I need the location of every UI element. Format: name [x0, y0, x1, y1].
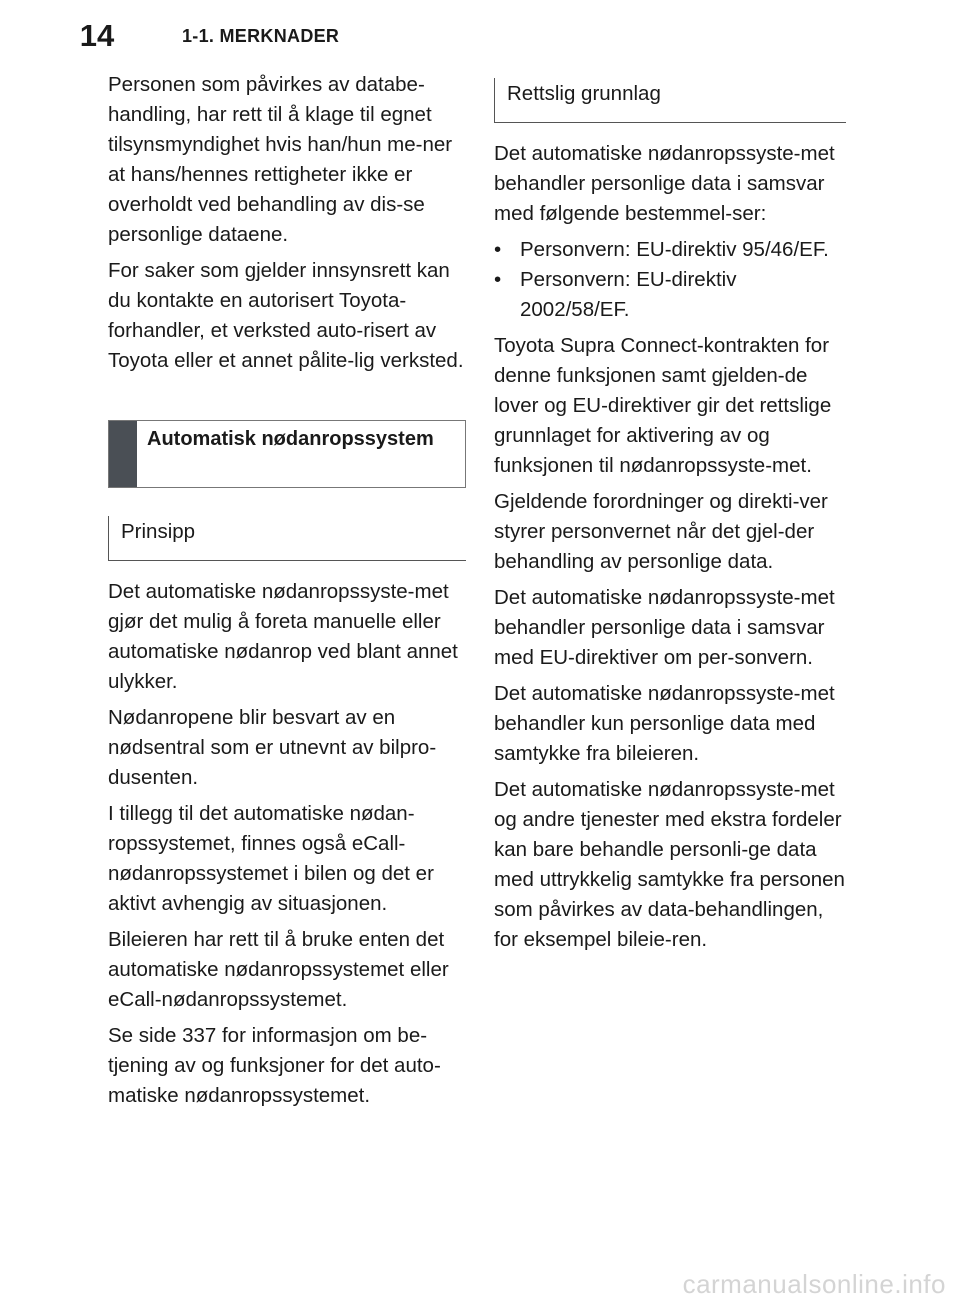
page-number: 14	[79, 18, 115, 53]
paragraph: Det automatiske nødanropssyste-met og andre tjenester med ekstra fordeler kan bare behandle personli-ge data med uttrykkelig samtykke fra personen som påvirkes av data-behandlingen, for eksempel bileie-ren.	[494, 778, 845, 951]
section-heading-box	[108, 420, 466, 488]
watermark: carmanualsonline.info	[682, 1269, 946, 1299]
section-bar	[109, 421, 137, 487]
list-item: • Personvern: EU-direktiv 2002/58/EF.	[494, 265, 846, 325]
paragraph: Det automatiske nødanropssyste-met behandler personlige data i samsvar med EU-direktiver om per-sonvern.	[494, 586, 835, 669]
paragraph: Se side 337 for informasjon om be-tjening av og funksjoner for det auto-matiske nødanropssystemet.	[108, 1024, 441, 1107]
subheading-prinsipp: Prinsipp	[108, 516, 466, 561]
paragraph: Gjeldende forordninger og direkti-ver styrer personvernet når det gjel-der behandling av personlige data.	[494, 490, 828, 573]
list-item: • Personvern: EU-direktiv 95/46/EF.	[494, 235, 846, 265]
paragraph: For saker som gjelder innsynsrett kan du kontakte en autorisert Toyota-forhandler, et verksted auto-risert av Toyota eller et annet pålite-lig verksted.	[108, 259, 464, 372]
paragraph: Toyota Supra Connect-kontrakten for denne funksjonen samt gjelden-de lover og EU-direktiver gir det rettslige grunnlaget for aktivering av og funksjonen til nødanropssyste-met.	[494, 334, 832, 477]
section-title: Automatisk nødanropssystem	[147, 428, 434, 450]
paragraph: Det automatiske nødanropssyste-met behandler personlige data i samsvar med følgende bestemmel-ser:	[494, 142, 835, 225]
right-column	[494, 70, 846, 961]
bullet-icon: •	[494, 268, 502, 291]
paragraph: Det automatiske nødanropssyste-met gjør det mulig å foreta manuelle eller automatiske nødanrop ved blant annet ulykker.	[108, 580, 458, 693]
paragraph: Nødanropene blir besvart av en nødsentral som er utnevnt av bilpro-dusenten.	[108, 706, 437, 789]
bullet-icon: •	[494, 238, 502, 261]
chapter-title: 1-1. MERKNADER	[182, 26, 340, 46]
paragraph: Det automatiske nødanropssyste-met behandler kun personlige data med samtykke fra bileieren.	[494, 682, 835, 765]
left-column	[108, 70, 466, 1117]
paragraph: Personen som påvirkes av databe-handling, har rett til å klage til egnet tilsynsmyndighet hvis han/hun me-ner at hans/hennes rettigheter ikke er overholdt ved behandling av dis-se personlige dataene.	[108, 73, 453, 246]
paragraph: Bileieren har rett til å bruke enten det automatiske nødanropssystemet eller eCall-nødanropssystemet.	[108, 928, 449, 1011]
paragraph: I tillegg til det automatiske nødan-ropssystemet, finnes også eCall-nødanropssystemet i bilen og det er aktivt avhengig av situasjonen.	[108, 802, 434, 915]
page-header	[0, 0, 960, 64]
bullet-list	[494, 235, 846, 325]
subheading-rettslig-grunnlag: Rettslig grunnlag	[494, 78, 846, 123]
